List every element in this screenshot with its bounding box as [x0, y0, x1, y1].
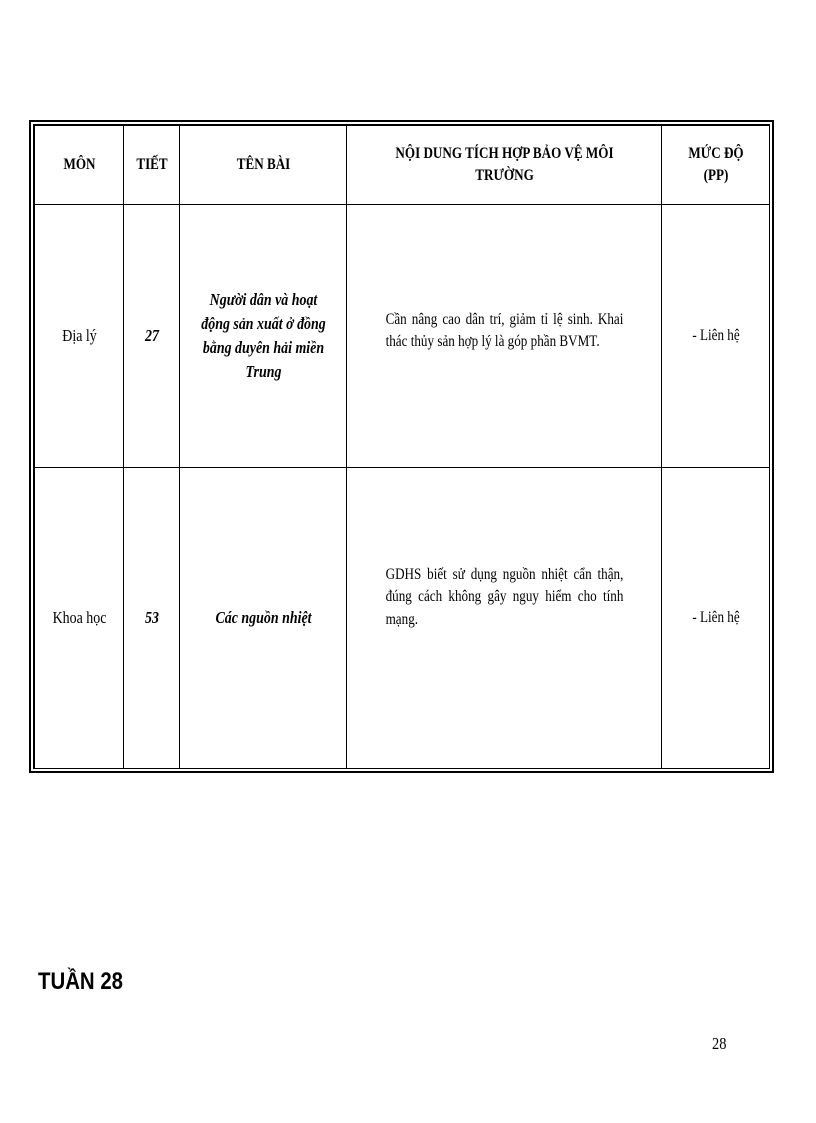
cell-level: - Liên hệ	[671, 205, 760, 468]
cell-subject: Địa lý	[43, 205, 116, 468]
cell-period: 53	[129, 468, 175, 769]
cell-period: 27	[129, 205, 175, 468]
header-lesson: TÊN BÀI	[195, 126, 332, 205]
header-subject: MÔN	[43, 126, 116, 205]
cell-level: - Liên hệ	[671, 468, 760, 769]
table-row	[35, 205, 770, 468]
cell-content: GDHS biết sử dụng nguồn nhiệt cẩn thận, đúng cách không gây nguy hiểm cho tính mạng.	[375, 468, 633, 769]
table-header-row	[35, 126, 770, 205]
header-level: MỨC ĐỘ (PP)	[671, 126, 760, 205]
integration-table	[30, 121, 773, 772]
cell-subject: Khoa học	[43, 468, 116, 769]
table-grid	[34, 125, 770, 769]
header-content: NỘI DUNG TÍCH HỢP BẢO VỆ MÔI TRƯỜNG	[375, 126, 633, 205]
week-title: TUẦN 28	[38, 968, 124, 995]
cell-content: Cần nâng cao dân trí, giảm tỉ lệ sinh. Khai thác thủy sản hợp lý là góp phần BVMT.	[375, 205, 633, 468]
table-row	[35, 468, 770, 769]
header-period: TIẾT	[129, 126, 175, 205]
cell-lesson: Người dân và hoạt động sản xuất ở đồng bằng duyên hải miền Trung	[195, 205, 332, 468]
cell-lesson: Các nguồn nhiệt	[195, 468, 332, 769]
page-number: 28	[712, 1034, 727, 1053]
